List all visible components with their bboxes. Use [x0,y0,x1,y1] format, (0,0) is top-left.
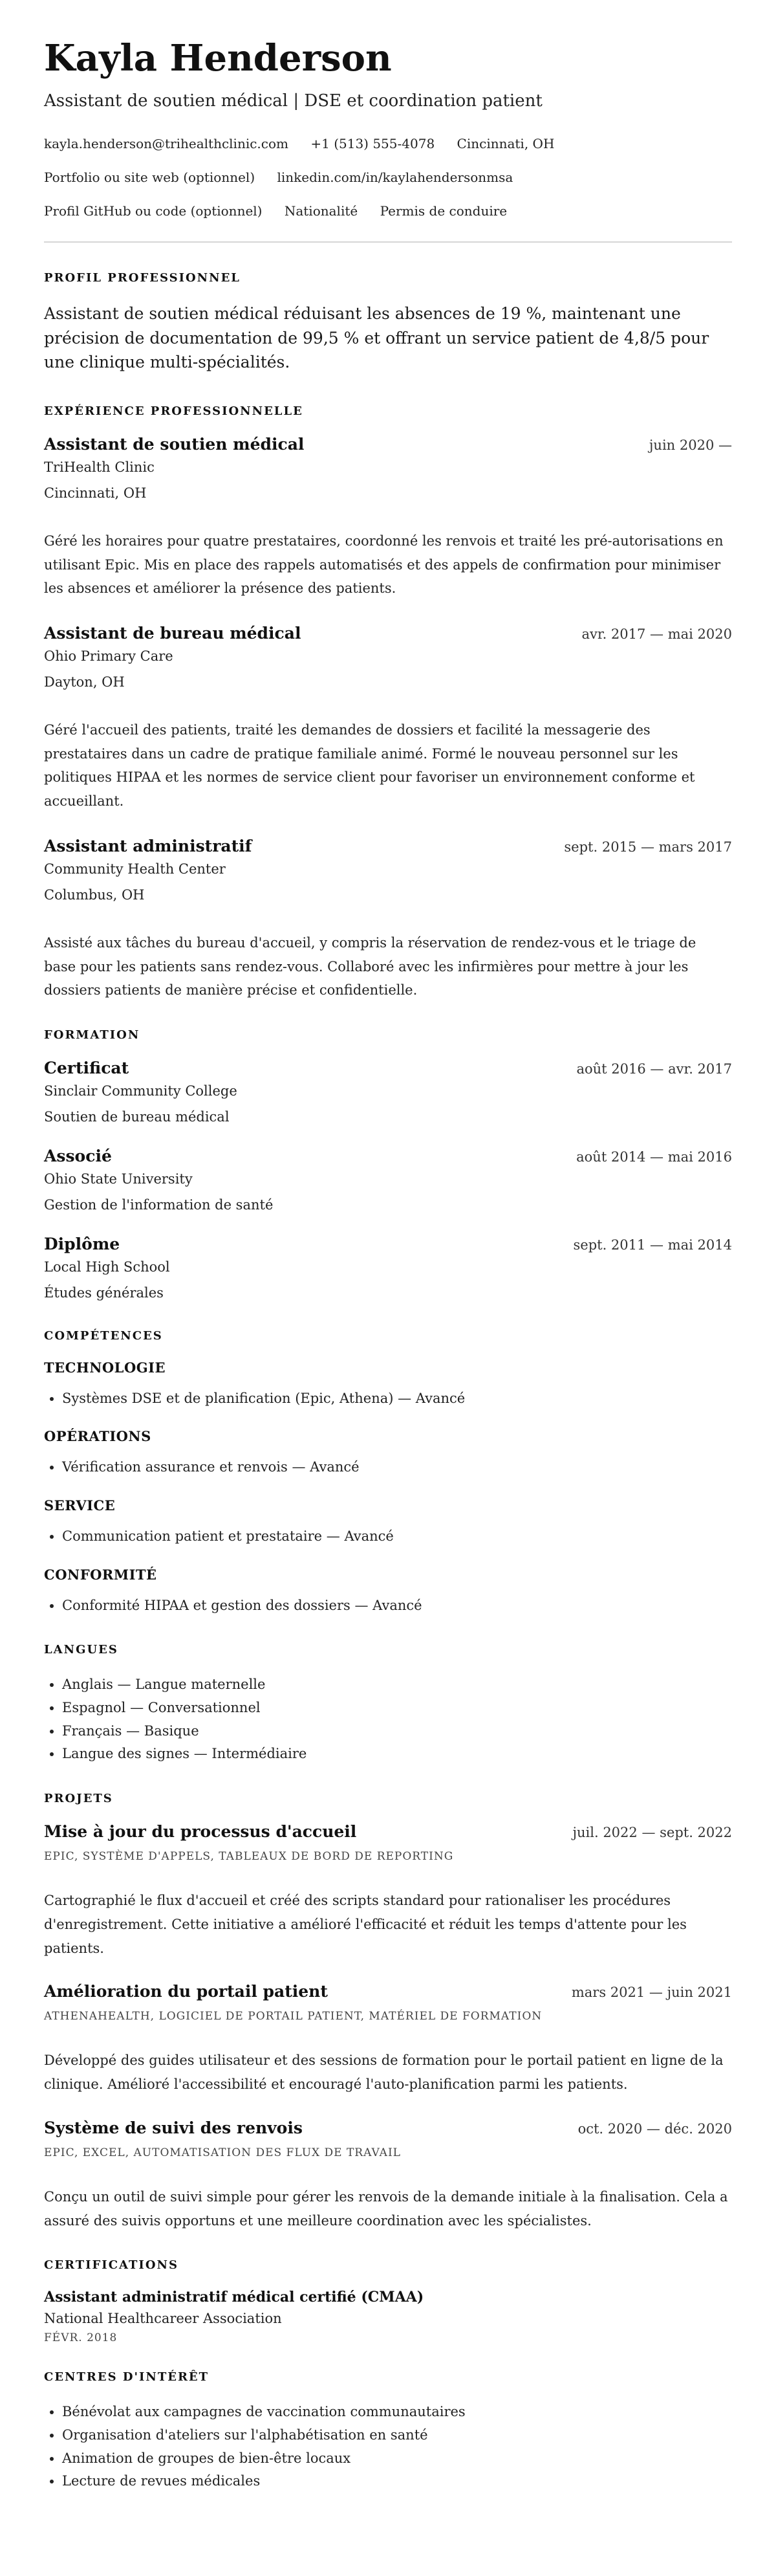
skill-list [44,1387,732,1411]
certification-date: FÉVR. 2018 [44,2331,118,2345]
contact-portfolio[interactable]: Portfolio ou site web (optionnel) [44,170,255,186]
languages-title: LANGUES [44,1643,118,1657]
degree-title: Certificat [44,1059,129,1078]
certifications-section [44,2258,732,2344]
certification-name: Assistant administratif médical certifié (CMAA) [44,2289,424,2306]
job-location: Columbus, OH [44,887,145,903]
skills-section [44,1329,732,1618]
project-dates: oct. 2020 — déc. 2020 [577,2120,732,2137]
language-item: • Langue des signes — Intermédiaire [62,1743,732,1766]
study-field: Études générales [44,1285,164,1301]
skill-item: • Vérification assurance et renvois — Avancé [62,1456,732,1479]
degree-dates: août 2014 — mai 2016 [576,1149,732,1165]
skill-category: CONFORMITÉ [44,1566,157,1583]
contact-row-links [44,169,732,186]
language-item: • Espagnol — Conversationnel [62,1697,732,1720]
project-entry [44,1822,732,1960]
job-title: Assistant de soutien médical [44,434,305,454]
languages-section [44,1643,732,1766]
project-dates: mars 2021 — juin 2021 [571,1985,732,2001]
education-entry [44,1059,732,1127]
degree-dates: août 2016 — avr. 2017 [576,1061,732,1077]
job-description: Géré l'accueil des patients, traité les demandes de dossiers et facilité la messagerie des prestataires dans un cadre de pratique familiale animé. Formé le nouveau personnel sur les politiques HIPAA et les normes de service client pour favoriser un environnement conforme et accueillant. [44,721,695,809]
degree-dates: sept. 2011 — mai 2014 [573,1237,732,1253]
project-entry [44,1982,732,2097]
skill-item: • Communication patient et prestataire — Avancé [62,1525,732,1548]
contact-email[interactable]: kayla.henderson@trihealthclinic.com [44,136,288,152]
interest-item: • Organisation d'ateliers sur l'alphabétisation en santé [62,2424,732,2447]
projects-title: PROJETS [44,1792,113,1806]
resume-header [44,39,732,219]
candidate-name: Kayla Henderson [44,37,392,80]
interest-list [44,2401,732,2493]
experience-entry [44,624,732,813]
interests-title: CENTRES D'INTÉRÊT [44,2370,210,2384]
skill-list [44,1594,732,1618]
experience-section [44,404,732,1002]
education-entry [44,1235,732,1303]
job-company: Community Health Center [44,861,226,877]
job-title: Assistant administratif [44,836,252,855]
contact-license: Permis de conduire [380,203,508,219]
language-list [44,1673,732,1766]
degree-title: Associé [44,1146,112,1165]
contact-github[interactable]: Profil GitHub ou code (optionnel) [44,203,263,219]
job-company: Ohio Primary Care [44,648,173,665]
job-description: Assisté aux tâches du bureau d'accueil, y compris la réservation de rendez-vous et le triage de base pour les patients sans rendez-vous. Collaboré avec les infirmières pour mettre à jour les dossiers patients de manière précise et confidentielle. [44,934,696,998]
interests-section [44,2370,732,2493]
contact-nationality: Nationalité [284,203,358,219]
study-field: Soutien de bureau médical [44,1109,230,1125]
job-location: Dayton, OH [44,674,125,690]
job-title: Assistant de bureau médical [44,624,301,643]
study-field: Gestion de l'information de santé [44,1197,274,1213]
project-description: Cartographié le flux d'accueil et créé des scripts standard pour rationaliser les procédures d'enregistrement. Cette initiative a amélioré l'efficacité et réduit les temps d'attente pour les patients. [44,1893,687,1956]
experience-entry [44,435,732,600]
project-tech: EPIC, SYSTÈME D'APPELS, TABLEAUX DE BORD DE REPORTING [44,1850,454,1864]
contact-phone[interactable]: +1 (513) 555-4078 [310,136,435,152]
project-name: Amélioration du portail patient [44,1982,328,2001]
education-title: FORMATION [44,1028,140,1042]
skill-item: • Systèmes DSE et de planification (Epic, Athena) — Avancé [62,1387,732,1411]
job-company: TriHealth Clinic [44,459,155,475]
education-entry [44,1147,732,1215]
project-description: Développé des guides utilisateur et des sessions de formation pour le portail patient en ligne de la clinique. Amélioré l'accessibilité et encouragé l'auto-planification parmi les patients. [44,2053,724,2093]
school-name: Sinclair Community College [44,1083,237,1099]
certification-issuer: National Healthcareer Association [44,2311,282,2327]
skill-list [44,1456,732,1479]
projects-section [44,1792,732,2232]
education-section [44,1028,732,1303]
interest-item: • Animation de groupes de bien-être locaux [62,2447,732,2471]
project-entry [44,2119,732,2233]
contact-linkedin[interactable]: linkedin.com/in/kaylahendersonmsa [277,170,513,186]
skill-item: • Conformité HIPAA et gestion des dossiers — Avancé [62,1594,732,1618]
contact-row-primary [44,135,732,152]
job-dates: sept. 2015 — mars 2017 [564,839,732,855]
job-dates: avr. 2017 — mai 2020 [581,626,732,643]
project-tech: ATHENAHEALTH, LOGICIEL DE PORTAIL PATIENT, MATÉRIEL DE FORMATION [44,2010,543,2023]
contact-location: Cincinnati, OH [457,136,555,152]
profile-summary: Assistant de soutien médical réduisant les absences de 19 %, maintenant une précision de documentation de 99,5 % et offrant un service patient de 4,8/5 pour une clinique multi-spécialités. [44,304,709,372]
degree-title: Diplôme [44,1234,120,1253]
language-item: • Français — Basique [62,1720,732,1743]
project-name: Système de suivi des renvois [44,2118,303,2137]
contact-row-extra [44,203,732,219]
project-dates: juil. 2022 — sept. 2022 [572,1825,732,1841]
profile-title: PROFIL PROFESSIONNEL [44,271,241,285]
skill-list [44,1525,732,1548]
interest-item: • Bénévolat aux campagnes de vaccination communautaires [62,2401,732,2424]
job-location: Cincinnati, OH [44,485,147,501]
certifications-title: CERTIFICATIONS [44,2258,178,2273]
project-description: Conçu un outil de suivi simple pour gérer les renvois de la demande initiale à la finalisation. Cela a assuré des suivis opportuns et une meilleure coordination avec les spécialistes. [44,2188,728,2229]
skills-title: COMPÉTENCES [44,1328,163,1343]
school-name: Local High School [44,1259,170,1275]
experience-title: EXPÉRIENCE PROFESSIONNELLE [44,404,303,418]
profile-section [44,271,732,375]
skill-category: SERVICE [44,1497,116,1514]
header-divider [44,241,732,243]
candidate-headline: Assistant de soutien médical | DSE et coordination patient [44,91,543,111]
job-description: Géré les horaires pour quatre prestataires, coordonné les renvois et traité les pré-autorisations en utilisant Epic. Mis en place des rappels automatisés et des appels de confirmation pour minimiser les absences et améliorer la présence des patients. [44,533,724,597]
job-dates: juin 2020 — [649,437,732,453]
interest-item: • Lecture de revues médicales [62,2470,732,2493]
experience-entry [44,837,732,1002]
certification-entry [44,2289,732,2344]
language-item: • Anglais — Langue maternelle [62,1673,732,1697]
skill-category: OPÉRATIONS [44,1428,151,1445]
project-tech: EPIC, EXCEL, AUTOMATISATION DES FLUX DE TRAVAIL [44,2146,401,2159]
skill-category: TECHNOLOGIE [44,1359,166,1376]
project-name: Mise à jour du processus d'accueil [44,1822,357,1842]
school-name: Ohio State University [44,1171,193,1187]
